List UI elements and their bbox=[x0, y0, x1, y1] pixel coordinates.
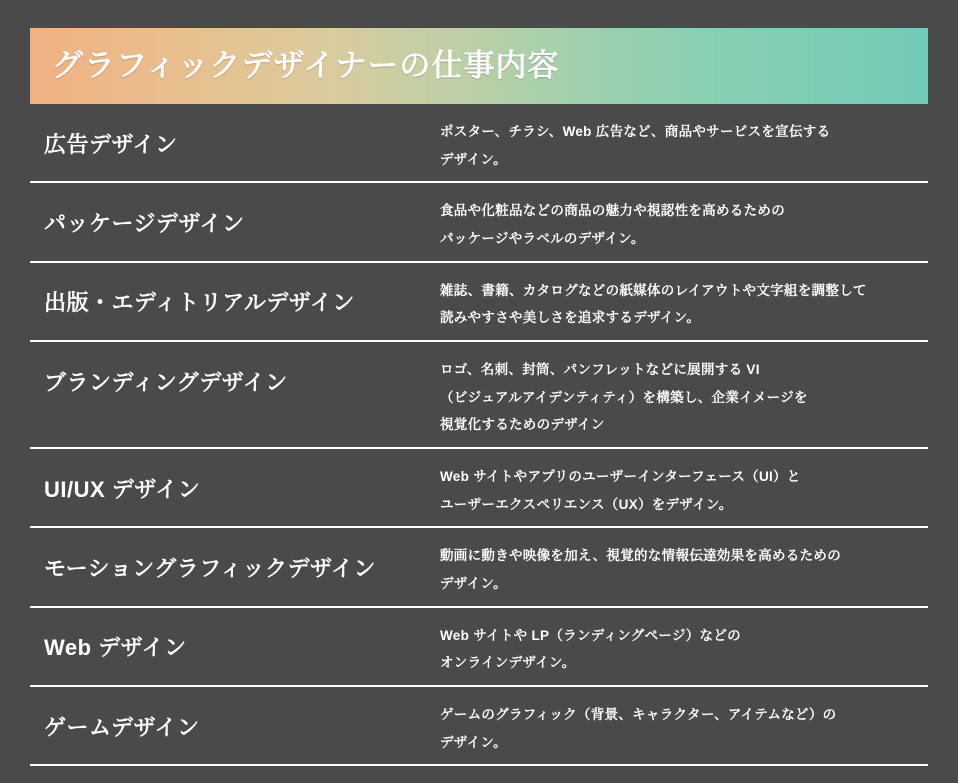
job-type-description bbox=[440, 273, 928, 332]
description-line: Web サイトや LP（ランディングページ）などの bbox=[440, 627, 741, 643]
description-line: デザイン。 bbox=[440, 576, 507, 592]
description-line: Web サイトやアプリのユーザーインターフェース（UI）と bbox=[440, 469, 801, 485]
job-type-list bbox=[30, 104, 928, 766]
job-type-description bbox=[440, 697, 928, 756]
list-item bbox=[30, 449, 928, 528]
job-type-label: モーショングラフィックデザイン bbox=[44, 555, 377, 581]
description-line: ロゴ、名刺、封筒、パンフレットなどに展開する VI bbox=[440, 362, 760, 378]
job-type-label: Web デザイン bbox=[44, 635, 187, 661]
description-line: 雑誌、書籍、カタログなどの紙媒体のレイアウトや文字組を調整して bbox=[440, 282, 867, 298]
job-type-description bbox=[440, 459, 928, 518]
description-line: ゲームのグラフィック（背景、キャラクター、アイテムなど）の bbox=[440, 707, 837, 723]
job-type-label: 広告デザイン bbox=[44, 131, 178, 157]
job-type-description bbox=[440, 352, 928, 439]
list-item bbox=[30, 528, 928, 607]
description-line: 動画に動きや映像を加え、視覚的な情報伝達効果を高めるための bbox=[440, 548, 842, 564]
description-line: オンラインデザイン。 bbox=[440, 655, 576, 671]
description-line: デザイン。 bbox=[440, 151, 507, 167]
description-line: ポスター、チラシ、Web 広告など、商品やサービスを宣伝する bbox=[440, 124, 831, 139]
job-type-description bbox=[440, 114, 928, 173]
job-type-label: UI/UX デザイン bbox=[44, 476, 201, 502]
list-item bbox=[30, 183, 928, 262]
description-line: デザイン。 bbox=[440, 734, 507, 750]
description-line: 食品や化粧品などの商品の魅力や視認性を高めるための bbox=[440, 203, 785, 219]
job-type-label: ゲームデザイン bbox=[44, 714, 200, 740]
list-item bbox=[30, 104, 928, 183]
job-type-description bbox=[440, 538, 928, 597]
list-item bbox=[30, 608, 928, 687]
title-banner bbox=[30, 28, 928, 104]
description-line: 視覚化するためのデザイン bbox=[440, 417, 605, 433]
job-type-description bbox=[440, 193, 928, 252]
description-line: 読みやすさや美しさを追求するデザイン。 bbox=[440, 310, 701, 326]
job-type-label: ブランディングデザイン bbox=[44, 369, 288, 395]
job-type-label: 出版・エディトリアルデザイン bbox=[44, 290, 355, 316]
description-line: ユーザーエクスペリエンス（UX）をデザイン。 bbox=[440, 496, 733, 512]
list-item bbox=[30, 342, 928, 449]
list-item bbox=[30, 263, 928, 342]
description-line: （ビジュアルアイデンティティ）を構築し、企業イメージを bbox=[440, 389, 808, 405]
job-type-label: パッケージデザイン bbox=[44, 210, 245, 236]
job-type-description bbox=[440, 618, 928, 677]
page-title: グラフィックデザイナーの仕事内容 bbox=[52, 47, 560, 83]
description-line: パッケージやラベルのデザイン。 bbox=[440, 231, 645, 247]
list-item bbox=[30, 687, 928, 766]
